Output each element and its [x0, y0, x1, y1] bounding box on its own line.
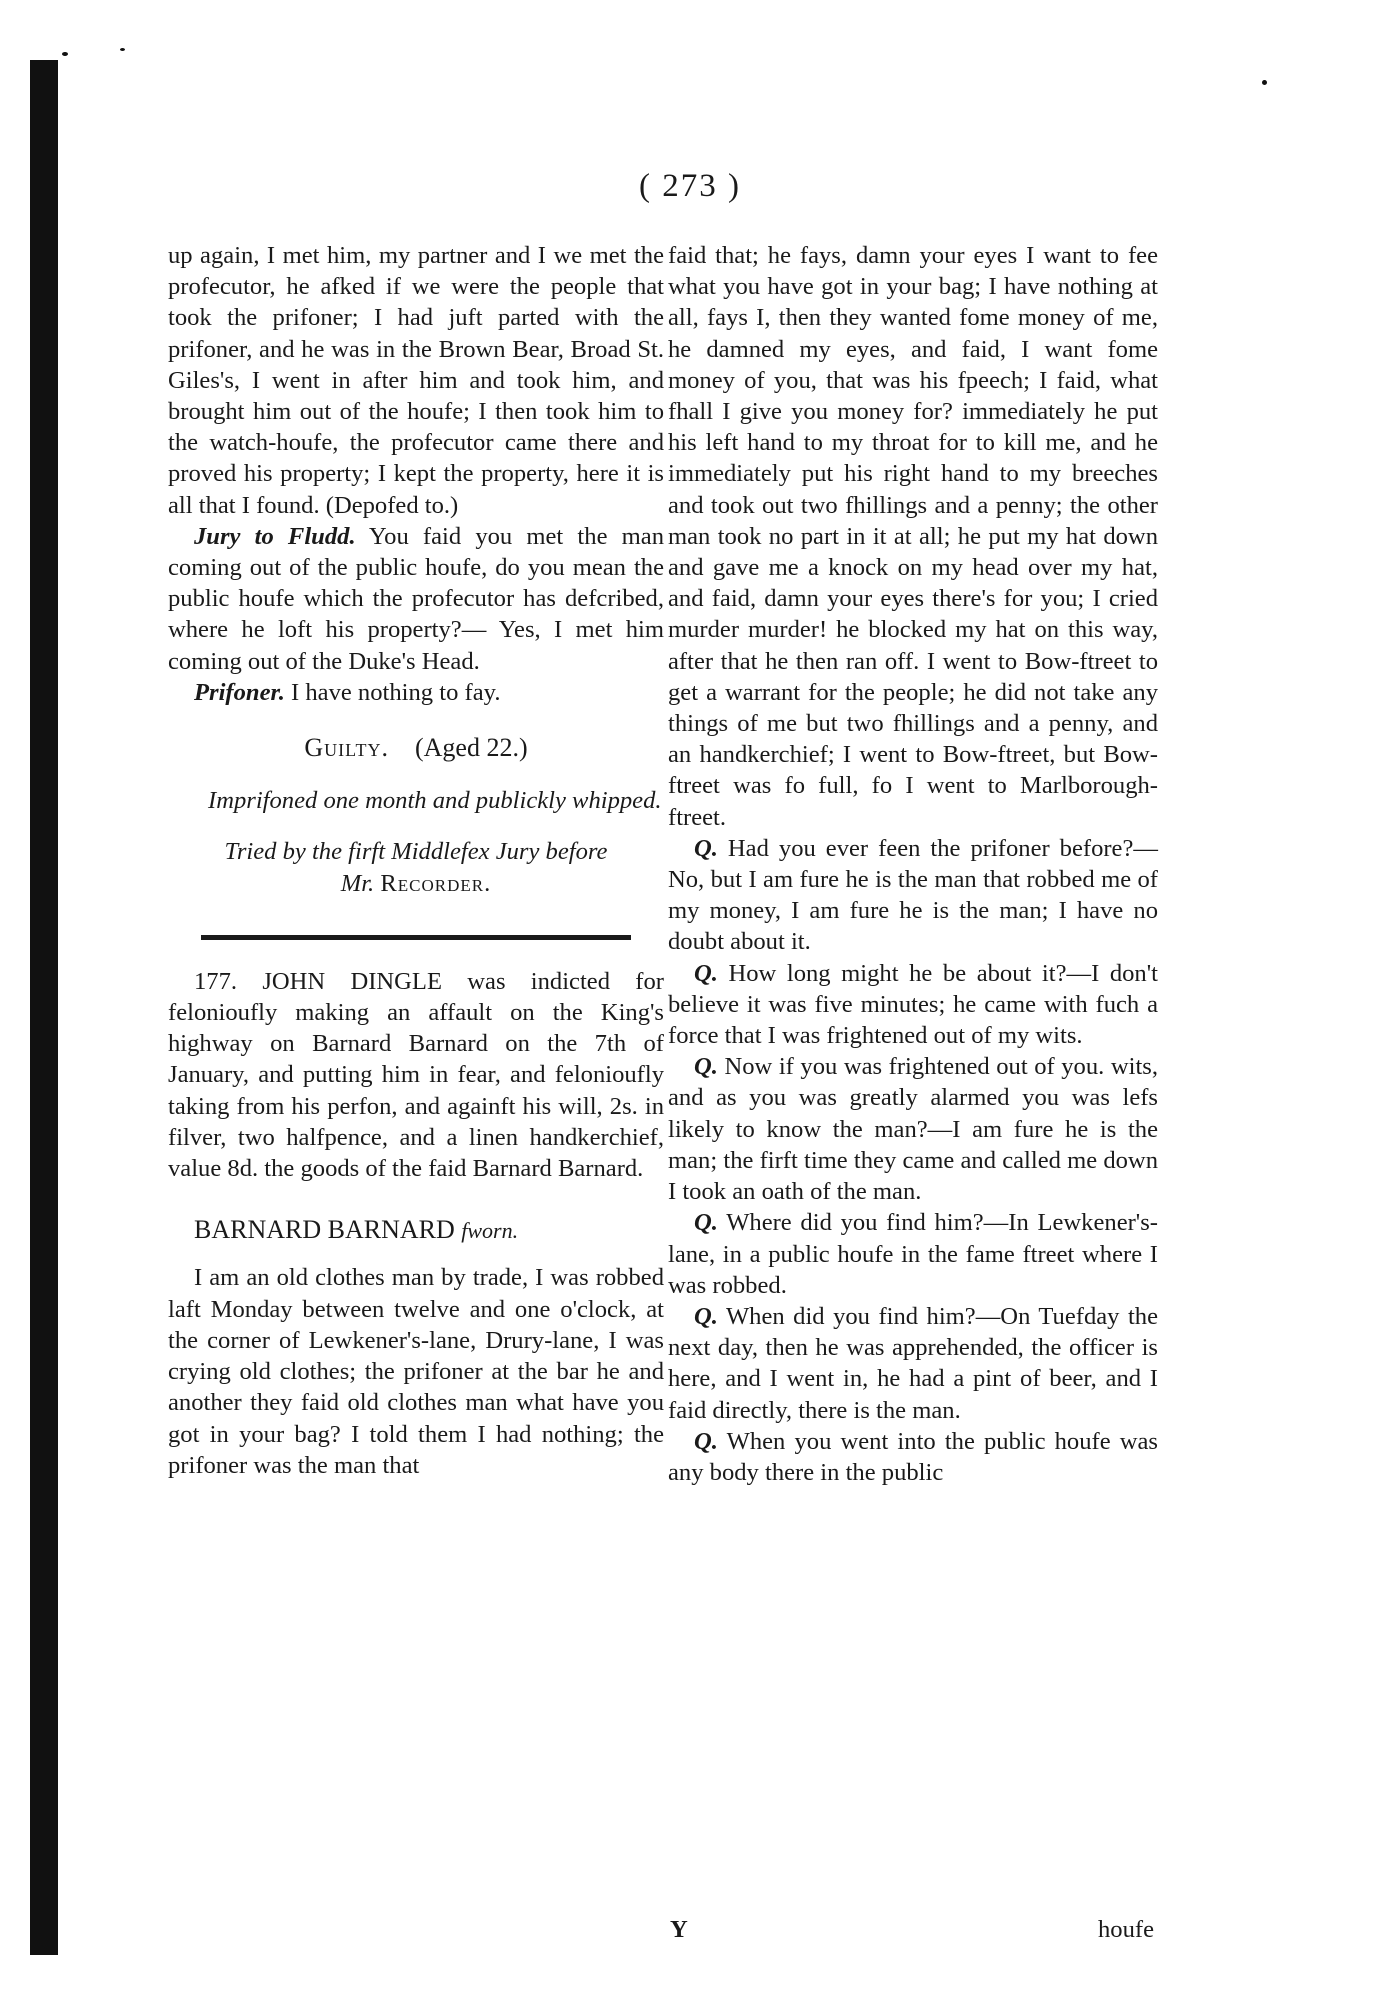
question-answer-text: How long might he be about it?—I don't believe it was five minutes; he came with fuch a force that I was frightened out of my wits. [668, 959, 1158, 1050]
speaker-label: Jury to Fludd. [194, 522, 356, 550]
testimony-continuation: faid that; he fays, damn your eyes I want to fee what you have got in your bag; I have nothing at all, fays I, then they wanted fome money of me, he damned my eyes, and faid, I want fome money of you, that was his fpeech; I faid, what fhall I give you money for? immediately he put his left hand to my throat for to kill me, and he immediately put his right hand to my breeches and took out two fhillings and a penny; the other man took no part in it at all; he put my hat down and gave me a knock on my head over my hat, and faid, damn your eyes there's for you; I cried murder murder! he blocked my hat on this way, after that he then ran off. I went to Bow-ftreet to get a warrant for the people; he did not take any things of me but two fhillings and a penny, and an handkerchief; I went to Bow-ftreet, but Bow-ftreet was fo full, fo I went to Marlborough-ftreet. [668, 242, 1158, 831]
jury-note [168, 836, 664, 898]
question-label: Q. [694, 1053, 718, 1081]
question-label: Q. [694, 1427, 718, 1455]
question-answer [668, 958, 1158, 1052]
question-label: Q. [694, 1209, 718, 1237]
question-answer-text: Where did you find him?—In Lewkener's-lane, in a public houfe in the fame ftreet where I was robbed. [668, 1209, 1158, 1299]
question-label: Q. [694, 834, 718, 862]
jury-note-mr: Mr. [340, 869, 381, 897]
prisoner-statement [168, 677, 664, 708]
verdict-line [168, 732, 664, 763]
witness-heading [168, 1214, 664, 1246]
recorder: Recorder. [380, 869, 492, 897]
jury-note-line-1: Tried by the firft Middlefex Jury before [224, 838, 608, 866]
question-answer-text: Had you ever feen the prifoner before?—No, but I am fure he is the man that robbed me of my money, I am fure he is the man; I have no doubt about it. [668, 834, 1158, 956]
signature-mark: Y [670, 1916, 688, 1943]
defendant-age: (Aged 22.) [414, 733, 528, 763]
question-label: Q. [694, 1302, 718, 1330]
witness-testimony: I am an old clothes man by trade, I was robbed laft Monday between twelve and one o'clock, at the corner of Lewkener's-lane, Drury-lane, I was crying old clothes; the prifoner at the bar he and another they faid old clothes man what have you got in your bag? I told them I had nothing; the prifoner was the man that [168, 1264, 664, 1479]
prisoner-statement-text: I have nothing to fay. [284, 678, 501, 706]
question-label: Q. [694, 959, 718, 987]
question-answer-text: Now if you was frightened out of you. wits, and as you was greatly alarmed you was lefs likely to know the man?—I am fure he is the man; the firft time they came and called me down I took an oath of the man. [668, 1053, 1158, 1206]
section-divider [201, 935, 631, 940]
question-answer [668, 1426, 1158, 1488]
sentence: Imprifoned one month and publickly whipped. [208, 787, 662, 815]
question-answer-text: When you went into the public houfe was any body there in the public [668, 1427, 1158, 1486]
binding-speck [62, 52, 68, 56]
page-number: ( 273 ) [639, 168, 741, 204]
question-answer [668, 1051, 1158, 1207]
binding-speck [1262, 80, 1267, 85]
jury-question [168, 521, 664, 677]
book-binding-shadow [30, 60, 58, 1955]
witness-sworn: fworn. [461, 1218, 519, 1244]
verdict: Guilty. [304, 733, 389, 763]
binding-speck [120, 48, 125, 51]
jury-question-text: You faid you met the man coming out of the public houfe, do you mean the public houfe which the profecutor has defcribed, where he loft his property?— Yes, I met him coming out of the Duke's Head. [168, 522, 664, 675]
witness-name: BARNARD BARNARD [194, 1215, 455, 1245]
page-footer [670, 1916, 1154, 1944]
right-column [668, 240, 1158, 1488]
catchword: houfe [1098, 1916, 1154, 1943]
question-answer [668, 833, 1158, 958]
testimony-continuation: up again, I met him, my partner and I we met the profecutor, he afked if we were the people that took the prifoner; I had juft parted with the prifoner, and he was in the Brown Bear, Broad St. Giles's, I went in after him and took him, and brought him out of the houfe; I then took him to the watch-houfe, the profecutor came there and proved his property; I kept the property, here it is all that I found. (Depofed to.) [168, 242, 664, 519]
question-answer [668, 1207, 1158, 1301]
left-column [168, 240, 664, 1481]
question-answer [668, 1301, 1158, 1426]
question-answer-text: When did you find him?—On Tuefday the next day, then he was apprehended, the officer is here, and I went in, he had a pint of beer, and I faid directly, there is the man. [668, 1302, 1158, 1424]
indictment: 177. JOHN DINGLE was indicted for felonioufly making an affault on the King's highway on Barnard Barnard on the 7th of January, and putting him in fear, and felonioufly taking from his perfon, and againft his will, 2s. in filver, two halfpence, and a linen handkerchief, value 8d. the goods of the faid Barnard Barnard. [168, 967, 664, 1183]
speaker-label: Prifoner. [194, 678, 285, 706]
